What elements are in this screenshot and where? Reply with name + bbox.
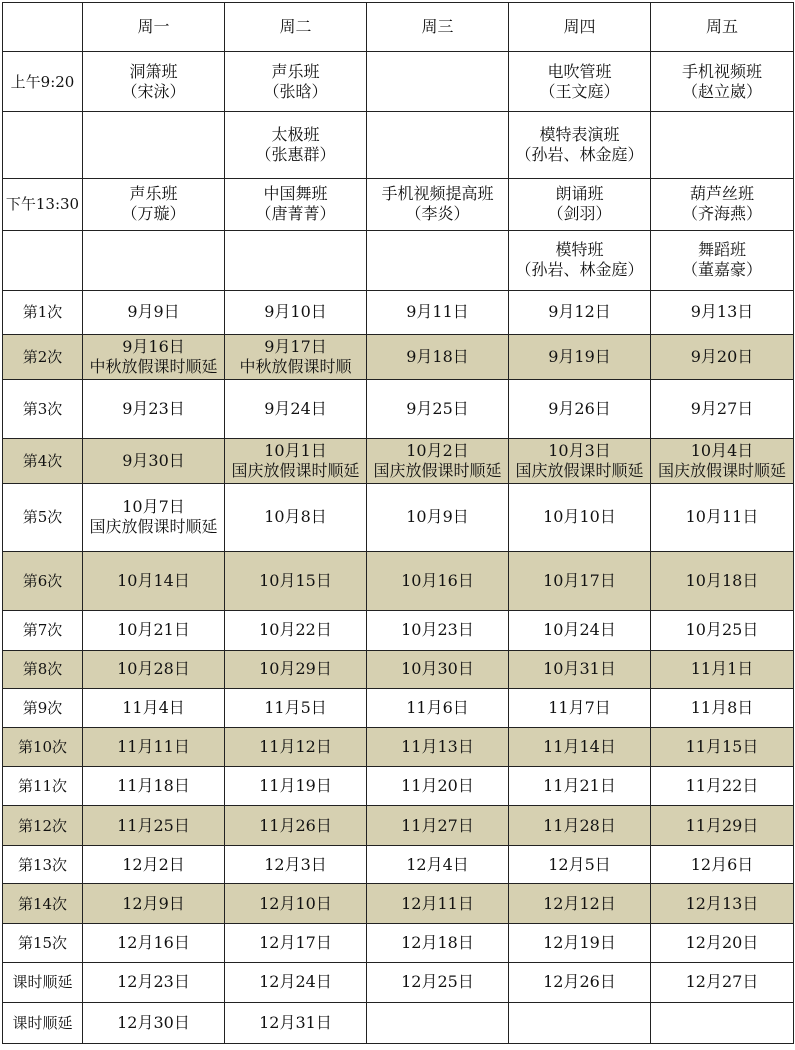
- cell-text-line: （李炎）: [405, 204, 470, 224]
- cell-thursday: [509, 884, 651, 923]
- cell-text-line: 太极班: [271, 124, 320, 144]
- header-row: [3, 3, 794, 52]
- cell-monday: [83, 728, 225, 767]
- cell-friday: [651, 884, 794, 923]
- cell-tuesday: [225, 610, 367, 650]
- cell-text-line: 9月30日: [122, 451, 185, 471]
- cell-text-line: 9月17日: [264, 337, 327, 357]
- cell-thursday: [509, 962, 651, 1002]
- row-label: 第2次: [3, 334, 83, 379]
- corner-cell: [3, 3, 83, 52]
- cell-friday: [651, 846, 794, 884]
- cell-text-line: 10月11日: [685, 507, 759, 527]
- session-row: [3, 962, 794, 1002]
- cell-text-line: 12月11日: [401, 893, 474, 913]
- session-row: [3, 334, 794, 379]
- cell-wednesday: [367, 806, 509, 846]
- cell-text-line: （孙岩、林金庭）: [515, 260, 644, 280]
- cell-text-line: 10月15日: [259, 570, 332, 590]
- cell-text-line: 声乐班: [129, 184, 178, 204]
- cell-text-line: （张晗）: [263, 81, 328, 101]
- cell-tuesday: [225, 650, 367, 688]
- cell-tuesday: [225, 380, 367, 439]
- header-thursday: 周四: [509, 3, 651, 52]
- cell-monday: [83, 551, 225, 610]
- cell-tuesday: [225, 334, 367, 379]
- cell-text-line: 10月4日: [690, 441, 754, 461]
- cell-monday: [83, 962, 225, 1002]
- cell-monday: [83, 610, 225, 650]
- cell-text-line: 11月20日: [401, 776, 474, 796]
- cell-text-line: 12月5日: [548, 854, 611, 874]
- cell-friday: [651, 178, 794, 230]
- cell-text-line: 10月14日: [117, 570, 190, 590]
- cell-thursday: [509, 923, 651, 962]
- row-label: 第13次: [3, 846, 83, 884]
- cell-text-line: 12月27日: [685, 972, 759, 992]
- cell-thursday: [509, 178, 651, 230]
- cell-text-line: 国庆放假课时顺延: [373, 461, 502, 481]
- cell-text-line: 中秋放假课时顺: [239, 357, 352, 377]
- cell-thursday: [509, 380, 651, 439]
- cell-thursday: [509, 806, 651, 846]
- cell-text-line: 12月31日: [259, 1012, 332, 1032]
- cell-friday: [651, 230, 794, 290]
- cell-text-line: 12月3日: [264, 854, 327, 874]
- cell-thursday: [509, 484, 651, 551]
- cell-text-line: 11月6日: [406, 697, 469, 717]
- cell-wednesday: [367, 551, 509, 610]
- cell-text-line: 11月1日: [690, 659, 754, 679]
- cell-text-line: 10月28日: [117, 659, 190, 679]
- cell-friday: [651, 650, 794, 688]
- cell-text-line: 10月2日: [406, 441, 469, 461]
- cell-monday: [83, 112, 225, 178]
- cell-text-line: 12月10日: [259, 893, 332, 913]
- cell-text-line: 12月9日: [122, 893, 185, 913]
- cell-monday: [83, 178, 225, 230]
- session-row: [3, 688, 794, 727]
- cell-text-line: 9月13日: [690, 302, 754, 322]
- cell-text-line: 9月24日: [264, 399, 327, 419]
- cell-friday: [651, 610, 794, 650]
- cell-text-line: 9月16日: [122, 337, 185, 357]
- cell-text-line: 10月25日: [685, 620, 759, 640]
- cell-text-line: 9月23日: [122, 399, 185, 419]
- cell-text-line: 10月17日: [543, 570, 616, 590]
- cell-text-line: 11月18日: [117, 776, 190, 796]
- cell-text-line: 国庆放假课时顺延: [515, 461, 644, 481]
- cell-monday: [83, 884, 225, 923]
- cell-friday: [651, 688, 794, 727]
- session-rows: [3, 290, 794, 1043]
- cell-text-line: 10月16日: [401, 570, 474, 590]
- class-row: [3, 230, 794, 290]
- cell-tuesday: [225, 1002, 367, 1043]
- row-label: 第12次: [3, 806, 83, 846]
- cell-wednesday: [367, 923, 509, 962]
- session-row: [3, 728, 794, 767]
- cell-text-line: 9月26日: [548, 399, 611, 419]
- cell-text-line: 10月9日: [406, 507, 469, 527]
- cell-thursday: [509, 52, 651, 112]
- cell-monday: [83, 439, 225, 484]
- cell-friday: [651, 923, 794, 962]
- cell-text-line: 11月15日: [685, 737, 759, 757]
- cell-thursday: [509, 767, 651, 806]
- cell-text-line: 国庆放假课时顺延: [657, 461, 786, 481]
- session-row: [3, 767, 794, 806]
- cell-text-line: 12月23日: [117, 972, 190, 992]
- cell-text-line: 10月22日: [259, 620, 332, 640]
- cell-thursday: [509, 846, 651, 884]
- cell-wednesday: [367, 112, 509, 178]
- cell-text-line: 国庆放假课时顺延: [89, 517, 218, 537]
- cell-thursday: [509, 290, 651, 334]
- cell-text-line: 12月12日: [543, 893, 616, 913]
- cell-text-line: 10月3日: [548, 441, 611, 461]
- cell-text-line: 10月24日: [543, 620, 616, 640]
- cell-tuesday: [225, 551, 367, 610]
- cell-text-line: 舞蹈班: [697, 240, 746, 260]
- cell-text-line: 11月14日: [543, 737, 616, 757]
- cell-tuesday: [225, 439, 367, 484]
- session-row: [3, 846, 794, 884]
- cell-monday: [83, 290, 225, 334]
- cell-monday: [83, 484, 225, 551]
- cell-text-line: （董嘉豪）: [681, 260, 762, 280]
- class-row: [3, 112, 794, 178]
- cell-text-line: 中秋放假课时顺延: [89, 357, 218, 377]
- cell-text-line: 10月7日: [122, 497, 185, 517]
- session-row: [3, 290, 794, 334]
- cell-text-line: 11月28日: [543, 815, 616, 835]
- cell-text-line: 手机视频提高班: [381, 184, 494, 204]
- cell-text-line: 国庆放假课时顺延: [231, 461, 360, 481]
- cell-text-line: 11月26日: [259, 815, 332, 835]
- cell-tuesday: [225, 806, 367, 846]
- cell-tuesday: [225, 688, 367, 727]
- row-label: 第4次: [3, 439, 83, 484]
- cell-text-line: 9月10日: [264, 302, 327, 322]
- session-row: [3, 484, 794, 551]
- cell-friday: [651, 767, 794, 806]
- cell-thursday: [509, 551, 651, 610]
- cell-tuesday: [225, 767, 367, 806]
- cell-wednesday: [367, 178, 509, 230]
- cell-text-line: 12月2日: [122, 854, 185, 874]
- cell-monday: [83, 380, 225, 439]
- cell-tuesday: [225, 178, 367, 230]
- cell-text-line: 10月29日: [259, 659, 332, 679]
- cell-text-line: 10月10日: [543, 507, 616, 527]
- class-row: [3, 178, 794, 230]
- cell-text-line: 11月12日: [259, 737, 332, 757]
- cell-text-line: 朗诵班: [555, 184, 604, 204]
- cell-friday: [651, 380, 794, 439]
- row-label: 下午13:30: [3, 178, 83, 230]
- cell-text-line: 11月22日: [685, 776, 759, 796]
- cell-text-line: （王文庭）: [539, 81, 620, 101]
- cell-text-line: 9月19日: [548, 347, 611, 367]
- cell-text-line: 9月9日: [127, 302, 180, 322]
- cell-tuesday: [225, 962, 367, 1002]
- cell-wednesday: [367, 439, 509, 484]
- header-friday: 周五: [651, 3, 794, 52]
- row-label: 第6次: [3, 551, 83, 610]
- cell-text-line: （张惠群）: [255, 144, 336, 164]
- cell-wednesday: [367, 230, 509, 290]
- header-wednesday: 周三: [367, 3, 509, 52]
- cell-tuesday: [225, 884, 367, 923]
- cell-text-line: （孙岩、林金庭）: [515, 144, 644, 164]
- cell-monday: [83, 334, 225, 379]
- cell-friday: [651, 962, 794, 1002]
- cell-text-line: 10月8日: [264, 507, 327, 527]
- cell-text-line: 9月20日: [690, 347, 754, 367]
- cell-text-line: 12月4日: [406, 854, 469, 874]
- row-label: 第5次: [3, 484, 83, 551]
- cell-text-line: 12月26日: [543, 972, 616, 992]
- cell-tuesday: [225, 230, 367, 290]
- row-label: 第3次: [3, 380, 83, 439]
- cell-monday: [83, 230, 225, 290]
- cell-text-line: 10月30日: [401, 659, 474, 679]
- cell-text-line: 10月23日: [401, 620, 474, 640]
- cell-text-line: （万璇）: [121, 204, 186, 224]
- cell-tuesday: [225, 923, 367, 962]
- cell-monday: [83, 1002, 225, 1043]
- cell-text-line: （剑羽）: [547, 204, 612, 224]
- row-label: 第9次: [3, 688, 83, 727]
- cell-text-line: 电吹管班: [547, 61, 612, 81]
- cell-text-line: 11月4日: [122, 697, 185, 717]
- cell-wednesday: [367, 650, 509, 688]
- cell-thursday: [509, 334, 651, 379]
- cell-monday: [83, 923, 225, 962]
- cell-text-line: 洞箫班: [129, 61, 178, 81]
- session-row: [3, 806, 794, 846]
- cell-friday: [651, 52, 794, 112]
- cell-wednesday: [367, 884, 509, 923]
- cell-text-line: 9月18日: [406, 347, 469, 367]
- cell-friday: [651, 112, 794, 178]
- cell-thursday: [509, 650, 651, 688]
- cell-text-line: 12月24日: [259, 972, 332, 992]
- cell-text-line: 模特表演班: [539, 124, 620, 144]
- cell-text-line: 葫芦丝班: [689, 184, 754, 204]
- cell-text-line: 10月18日: [685, 570, 759, 590]
- cell-wednesday: [367, 610, 509, 650]
- cell-text-line: 12月25日: [401, 972, 474, 992]
- cell-text-line: 10月31日: [543, 659, 616, 679]
- cell-friday: [651, 290, 794, 334]
- cell-wednesday: [367, 484, 509, 551]
- cell-text-line: 12月18日: [401, 932, 474, 952]
- row-label: 上午9:20: [3, 52, 83, 112]
- cell-wednesday: [367, 380, 509, 439]
- cell-text-line: 11月21日: [543, 776, 616, 796]
- cell-friday: [651, 1002, 794, 1043]
- session-row: [3, 923, 794, 962]
- cell-text-line: 中国舞班: [263, 184, 328, 204]
- cell-text-line: 11月29日: [685, 815, 759, 835]
- cell-monday: [83, 52, 225, 112]
- session-row: [3, 1002, 794, 1043]
- row-label: 第10次: [3, 728, 83, 767]
- cell-tuesday: [225, 112, 367, 178]
- cell-wednesday: [367, 688, 509, 727]
- cell-monday: [83, 806, 225, 846]
- cell-wednesday: [367, 728, 509, 767]
- cell-friday: [651, 551, 794, 610]
- cell-text-line: （唐菁菁）: [255, 204, 336, 224]
- cell-text-line: 11月8日: [690, 697, 754, 717]
- cell-text-line: 11月19日: [259, 776, 332, 796]
- cell-text-line: 11月27日: [401, 815, 474, 835]
- cell-thursday: [509, 610, 651, 650]
- cell-text-line: 12月6日: [690, 854, 754, 874]
- cell-monday: [83, 767, 225, 806]
- cell-text-line: 9月27日: [690, 399, 754, 419]
- cell-text-line: 9月25日: [406, 399, 469, 419]
- cell-text-line: 12月30日: [117, 1012, 190, 1032]
- class-rows: [3, 52, 794, 291]
- cell-wednesday: [367, 1002, 509, 1043]
- session-row: [3, 884, 794, 923]
- cell-text-line: 11月25日: [117, 815, 190, 835]
- row-label: 第15次: [3, 923, 83, 962]
- session-row: [3, 551, 794, 610]
- row-label: 第7次: [3, 610, 83, 650]
- cell-thursday: [509, 1002, 651, 1043]
- cell-text-line: 9月12日: [548, 302, 611, 322]
- cell-text-line: 11月5日: [264, 697, 327, 717]
- cell-text-line: 11月7日: [548, 697, 611, 717]
- cell-text-line: 模特班: [555, 240, 604, 260]
- row-label: 第1次: [3, 290, 83, 334]
- cell-text-line: 9月11日: [406, 302, 469, 322]
- cell-text-line: 12月17日: [259, 932, 332, 952]
- cell-wednesday: [367, 52, 509, 112]
- cell-friday: [651, 334, 794, 379]
- cell-tuesday: [225, 846, 367, 884]
- cell-friday: [651, 728, 794, 767]
- session-row: [3, 610, 794, 650]
- session-row: [3, 650, 794, 688]
- cell-tuesday: [225, 52, 367, 112]
- cell-text-line: 11月11日: [117, 737, 190, 757]
- cell-wednesday: [367, 290, 509, 334]
- session-row: [3, 380, 794, 439]
- cell-thursday: [509, 439, 651, 484]
- cell-wednesday: [367, 846, 509, 884]
- cell-text-line: 11月13日: [401, 737, 474, 757]
- cell-monday: [83, 688, 225, 727]
- row-label: 第14次: [3, 884, 83, 923]
- cell-text-line: 10月1日: [264, 441, 327, 461]
- cell-thursday: [509, 230, 651, 290]
- row-label: 第11次: [3, 767, 83, 806]
- header-tuesday: 周二: [225, 3, 367, 52]
- cell-text-line: （赵立崴）: [681, 81, 762, 101]
- row-label: 课时顺延: [3, 962, 83, 1002]
- cell-monday: [83, 650, 225, 688]
- course-schedule-table: [2, 2, 794, 1044]
- row-label: [3, 230, 83, 290]
- cell-wednesday: [367, 962, 509, 1002]
- row-label: [3, 112, 83, 178]
- cell-friday: [651, 484, 794, 551]
- cell-wednesday: [367, 767, 509, 806]
- cell-thursday: [509, 728, 651, 767]
- cell-friday: [651, 439, 794, 484]
- class-row: [3, 52, 794, 112]
- row-label: 课时顺延: [3, 1002, 83, 1043]
- cell-text-line: （齐海燕）: [681, 204, 762, 224]
- cell-thursday: [509, 112, 651, 178]
- cell-text-line: 12月16日: [117, 932, 190, 952]
- cell-friday: [651, 806, 794, 846]
- row-label: 第8次: [3, 650, 83, 688]
- session-row: [3, 439, 794, 484]
- cell-tuesday: [225, 728, 367, 767]
- cell-text-line: 手机视频班: [681, 61, 762, 81]
- cell-text-line: 12月20日: [685, 932, 759, 952]
- cell-text-line: 12月19日: [543, 932, 616, 952]
- cell-text-line: 声乐班: [271, 61, 320, 81]
- cell-tuesday: [225, 290, 367, 334]
- cell-wednesday: [367, 334, 509, 379]
- header-monday: 周一: [83, 3, 225, 52]
- cell-text-line: （宋泳）: [121, 81, 186, 101]
- cell-text-line: 10月21日: [117, 620, 190, 640]
- cell-text-line: 12月13日: [685, 893, 759, 913]
- cell-monday: [83, 846, 225, 884]
- cell-thursday: [509, 688, 651, 727]
- cell-tuesday: [225, 484, 367, 551]
